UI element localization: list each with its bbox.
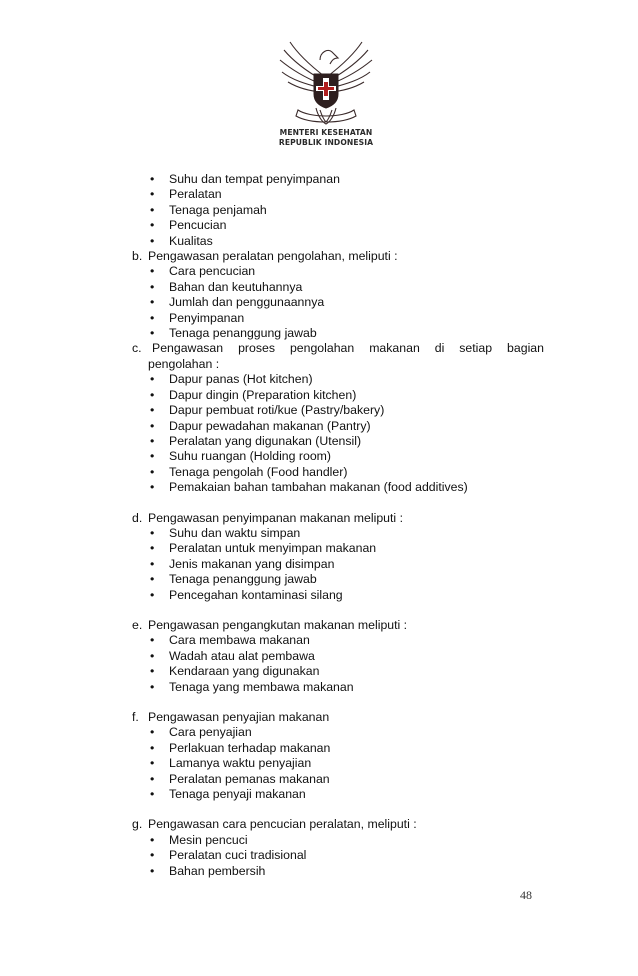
section-f-heading [132, 710, 544, 725]
list-item: • Pencucian [132, 218, 544, 233]
list-item: • Peralatan cuci tradisional [132, 848, 544, 863]
section-title: Pengawasan proses pengolahan makanan di setiap bagian [152, 341, 544, 356]
header-line-1: MENTERI KESEHATAN [279, 128, 373, 137]
section-letter: g. [132, 817, 143, 832]
list-item: • Dapur pewadahan makanan (Pantry) [132, 419, 544, 434]
garuda-emblem-icon [276, 36, 376, 128]
list-item: • Tenaga penanggung jawab [132, 572, 544, 587]
spacer [132, 496, 544, 511]
list-item: • Bahan dan keutuhannya [132, 280, 544, 295]
spacer [132, 603, 544, 618]
list-item: • Tenaga penanggung jawab [132, 326, 544, 341]
list-item: • Tenaga penjamah [132, 203, 544, 218]
section-letter: d. [132, 510, 143, 525]
list-item: • Cara penyajian [132, 725, 544, 740]
list-item: • Peralatan pemanas makanan [132, 772, 544, 787]
page-number: 48 [520, 888, 532, 902]
list-item: • Peralatan yang digunakan (Utensil) [132, 434, 544, 449]
section-e-list [132, 633, 544, 695]
document-body [132, 172, 544, 879]
list-item: • Dapur pembuat roti/kue (Pastry/bakery) [132, 403, 544, 418]
list-item: • Kualitas [132, 234, 544, 249]
list-item: • Tenaga penyaji makanan [132, 787, 544, 802]
list-item: • Peralatan [132, 187, 544, 202]
list-item: • Perlakuan terhadap makanan [132, 741, 544, 756]
list-item: • Cara membawa makanan [132, 633, 544, 648]
list-item: • Jenis makanan yang disimpan [132, 557, 544, 572]
list-item: • Suhu dan waktu simpan [132, 526, 544, 541]
section-title: Pengawasan cara pencucian peralatan, meliputi : [148, 817, 417, 832]
section-letter: f. [132, 710, 139, 724]
section-letter: e. [132, 617, 143, 632]
ministry-header [268, 128, 384, 148]
section-b-heading [132, 249, 544, 264]
section-title-continuation: pengolahan : [148, 356, 220, 371]
list-item: • Tenaga pengolah (Food handler) [132, 465, 544, 480]
header-line-2: REPUBLIK INDONESIA [278, 138, 374, 147]
list-item: • Dapur panas (Hot kitchen) [132, 372, 544, 387]
intro-bullet-list [132, 172, 544, 249]
section-g-list [132, 833, 544, 879]
section-title: Pengawasan penyimpanan makanan meliputi : [148, 510, 403, 525]
list-item: • Tenaga yang membawa makanan [132, 680, 544, 695]
section-letter: c. [132, 341, 142, 356]
list-item: • Wadah atau alat pembawa [132, 649, 544, 664]
section-title: Pengawasan pengangkutan makanan meliputi : [148, 617, 408, 632]
section-title: Pengawasan peralatan pengolahan, meliputi : [148, 249, 398, 264]
section-d-heading [132, 511, 544, 526]
list-item: • Bahan pembersih [132, 864, 544, 879]
list-item: • Cara pencucian [132, 264, 544, 279]
list-item: • Peralatan untuk menyimpan makanan [132, 541, 544, 556]
section-c-list [132, 372, 544, 495]
list-item: • Penyimpanan [132, 311, 544, 326]
list-item: • Jumlah dan penggunaannya [132, 295, 544, 310]
section-g-heading [132, 817, 544, 832]
list-item: • Pencegahan kontaminasi silang [132, 588, 544, 603]
list-item: • Dapur dingin (Preparation kitchen) [132, 388, 544, 403]
spacer [132, 802, 544, 817]
section-d-list [132, 526, 544, 603]
list-item: • Suhu ruangan (Holding room) [132, 449, 544, 464]
section-letter: b. [132, 249, 143, 264]
section-title: Pengawasan penyajian makanan [148, 710, 330, 724]
list-item: • Mesin pencuci [132, 833, 544, 848]
section-b-list [132, 264, 544, 341]
spacer [132, 695, 544, 710]
section-c-heading [132, 341, 544, 356]
list-item: • Suhu dan tempat penyimpanan [132, 172, 544, 187]
list-item: • Kendaraan yang digunakan [132, 664, 544, 679]
list-item: • Pemakaian bahan tambahan makanan (food additives) [132, 480, 544, 495]
list-item: • Lamanya waktu penyajian [132, 756, 544, 771]
section-f-list [132, 725, 544, 802]
section-e-heading [132, 618, 544, 633]
